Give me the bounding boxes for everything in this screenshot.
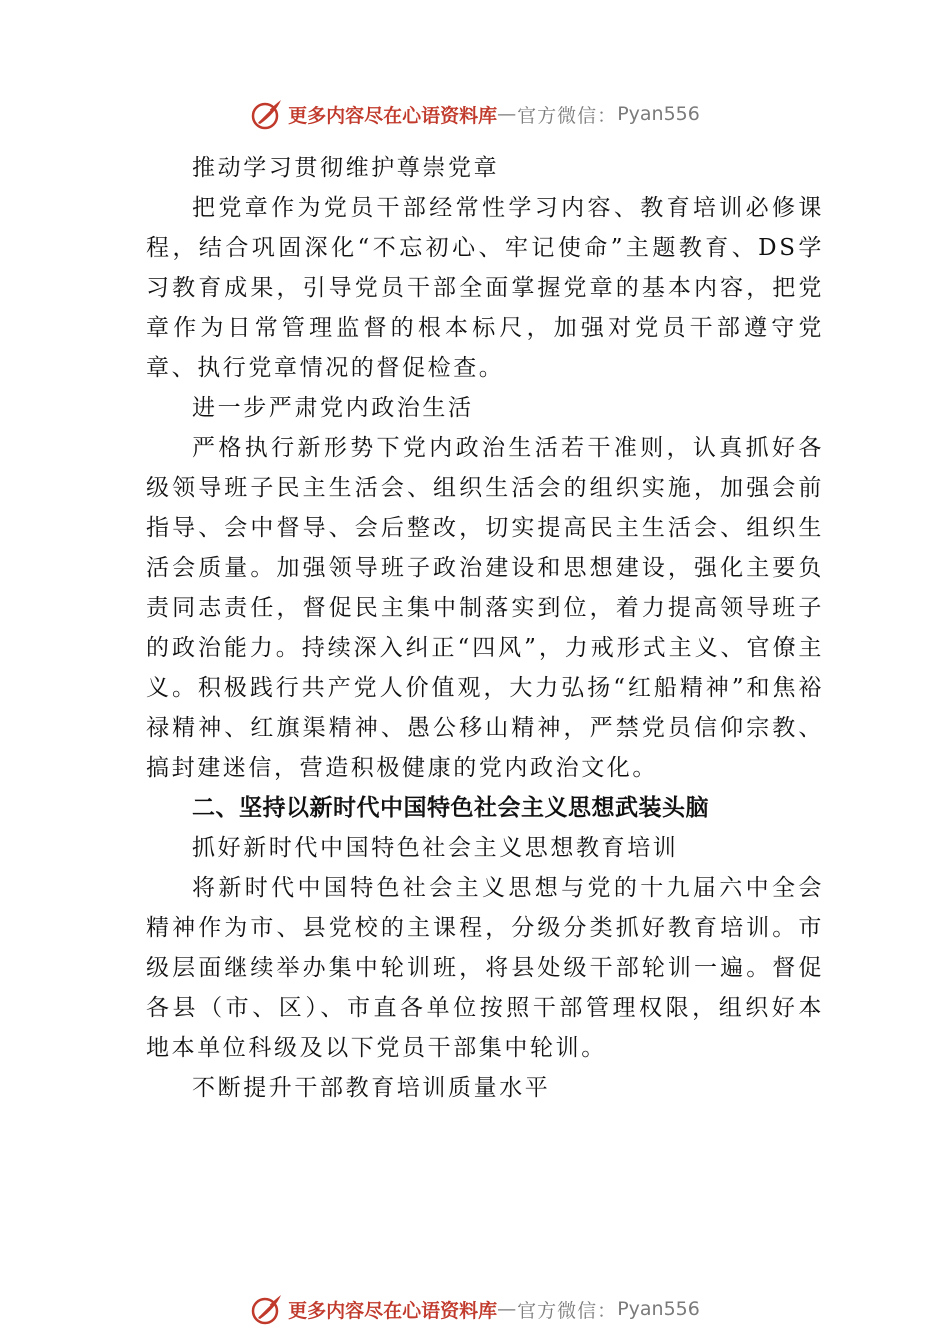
banner-dash: — — [497, 1298, 518, 1320]
banner-site-name: 更多内容尽在心语资料库 — [288, 1299, 498, 1322]
paragraph-2: 严格执行新形势下党内政治生活若干准则，认真抓好各级领导班子民主生活会、组织生活会的组织实施，加强会前指导、会中督导、会后整改，切实提高民主生活会、组织生活会质量。加强领导班子政治建设和思想建设，强化主要负责同志责任，督促民主集中制落实到位，着力提高领导班子的政治能力。持续深入纠正“四风”，力戒形式主义、官僚主义。积极践行共产党人价值观，大力弘扬“红船精神”和焦裕禄精神、红旗渠精神、愚公移山精神，严禁党员信仰宗教、搞封建迷信，营造积极健康的党内政治文化。 — [146, 435, 824, 781]
banner-wechat-label: 官方微信： — [517, 104, 618, 127]
document-body — [146, 148, 824, 1108]
section-title-3: 抓好新时代中国特色社会主义思想教育培训 — [192, 835, 679, 861]
chapter-heading-2: 二、坚持以新时代中国特色社会主义思想武装头脑 — [192, 795, 709, 821]
banner-wechat-label: 官方微信： — [517, 1299, 618, 1322]
banner-wechat-id: Pyan556 — [617, 1298, 700, 1320]
quill-logo-icon — [250, 1292, 284, 1326]
paragraph-1: 把党章作为党员干部经常性学习内容、教育培训必修课程，结合巩固深化“不忘初心、牢记使命”主题教育、DS学习教育成果，引导党员干部全面掌握党章的基本内容，把党 章作为日常管理监督的根本标尺，加强对党员干部遵守党章、执行党章情况的督促检查。 — [146, 195, 824, 381]
footer-banner — [0, 1289, 950, 1329]
banner-site-name: 更多内容尽在心语资料库 — [288, 104, 498, 127]
section-title-1: 推动学习贯彻维护尊崇党章 — [192, 155, 500, 181]
banner-wechat-id: Pyan556 — [617, 103, 700, 125]
section-title-4: 不断提升干部教育培训质量水平 — [192, 1075, 551, 1101]
header-banner — [0, 94, 950, 134]
section-title-2: 进一步严肃党内政治生活 — [192, 395, 474, 421]
quill-logo-icon — [250, 97, 284, 131]
paragraph-3: 将新时代中国特色社会主义思想与党的十九届六中全会精神作为市、县党校的主课程，分级分类抓好教育培训。市级层面继续举办集中轮训班，将县处级干部轮训一遍。督促各县（市、区）、市直各单位按照干部管理权限，组织好本地本单位科级及以下党员干部集中轮训。 — [146, 875, 824, 1061]
banner-dash: — — [497, 103, 518, 125]
